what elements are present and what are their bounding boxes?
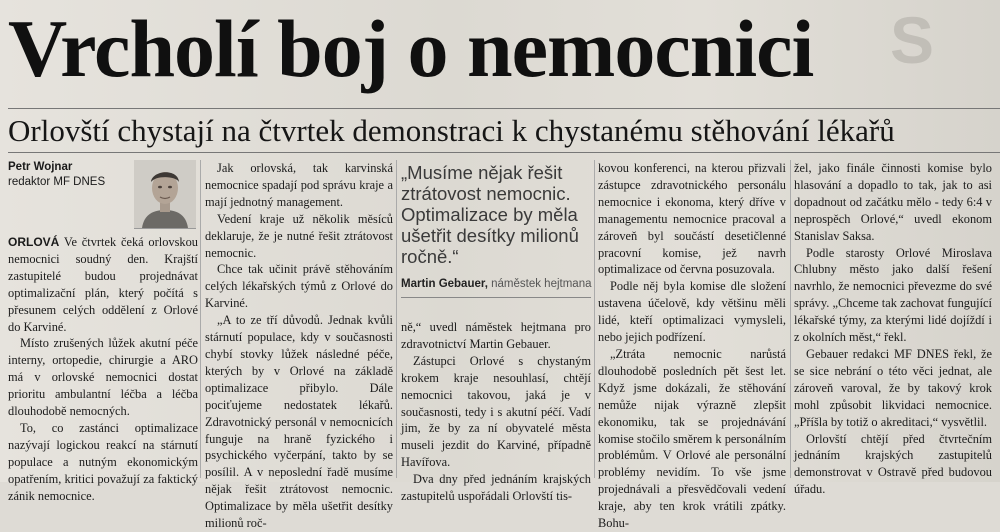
pull-quote: „Musíme nějak řešit ztrátovost nemocnic. Optimalizace by měla ušetřit desítky milionů ročně.“ [401,162,579,267]
article-paragraph: „Ztráta nemocnic narůstá dlouhodobě posledních pět šest let. Když jsme dokázali, že stěhování nemůže nijak výrazně zlepšit ekonomiku, tak se projednávání komise stočilo směrem k personálním problémům. V Orlové ale personální problémy nevidím. To vše jsme projednávali a přesvědčovali vedení kraje, aby ten krok vrátili zpátky. Bohu- [598,346,786,531]
subheadline-rule [8,152,1000,153]
article-column-5 [794,160,992,498]
article-column-1 [8,234,198,505]
article-paragraph: Gebauer redakci MF DNES řekl, že se sice nebrání o této věci jednat, ale zároveň varoval, že by takový krok mohl způsobit likvidaci nemocnice. „Příšla by totiž o akreditaci,“ vysvětlil. [794,346,992,429]
article-column-2 [205,160,393,532]
article-subheadline: Orlovští chystají na čtvrtek demonstraci k chystanému stěhování lékařů [8,113,895,148]
article-paragraph: Místo zrušených lůžek akutní péče interny, ortopedie, chirurgie a ARO má v orlovské nemocnici dostat prioritu ambulantní léčba a léčba dlouhodobě nemocných. [8,336,198,419]
article-paragraph: žel, jako finále činnosti komise bylo hlasování a dopadlo to tak, jak to asi dopadnout od začátku mělo - tedy 6:4 v neprospěch Orlové,“ uvedl ekonom Stanislav Saksa. [794,161,992,243]
author-portrait-icon [134,160,196,228]
column-divider [594,160,595,478]
headline-rule [8,108,1000,109]
author-byline [8,160,130,190]
author-role: redaktor MF DNES [8,176,106,188]
article-paragraph: Podle něj byla komise dle složení ustavena účelově, kdy většinu měli lidé, kteří optimalizaci vymysleli, nebo jejich podřízení. [598,279,786,345]
article-paragraph: ORLOVÁ Ve čtvrtek čeká orlovskou nemocnici soudný den. Krajští zastupitelé budou projednávat optimalizační plán, který počítá s přesunem celých oddělení z Orlové do Karviné. [8,235,198,334]
article-paragraph: Orlovští chtějí před čtvrtečním jednáním krajských zastupitelů demonstrovat v Ostravě před budovou úřadu. [794,431,992,497]
column-divider [396,160,397,478]
article-dateline: ORLOVÁ [8,235,60,249]
column-divider [200,160,201,478]
author-name: Petr Wojnar [8,161,73,173]
article-column-4 [598,160,786,532]
pull-quote-rule [401,297,591,298]
article-paragraph: Dva dny před jednáním krajských zastupitelů uspořádali Orlovští tis- [401,472,591,504]
pull-quote-attribution [401,278,593,290]
article-paragraph: kovou konferenci, na kterou přizvali zástupce zdravotnického personálu nemocnice i ekonoma, který dříve v managementu nemocnice pracoval a zároveň byl součástí desetičlenné pracovní komise, jež navrh optimalizace od června posuzovala. [598,161,786,277]
pull-quote-author-title: náměstek hejtmana [491,278,592,290]
article-headline: Vrcholí boj o nemocnici [8,3,814,94]
article-paragraph: „A to ze tří důvodů. Jednak kvůli stárnutí populace, kdy v současnosti chybí stovky lůžek následné péče, kterých by v Orlové na základě optimalizace přibylo. Dále pociťujeme nedostatek lékařů. Zdravotnický personál v nemocnicích funguje na hraně fyzického i psychického vyčerpání, takto by se posílil. A v neposlední řadě musíme nějak řešit ztrátovost nemocnic. Optimalizace by měla ušetřit desítky milionů roč- [205,313,393,531]
article-paragraph: Jak orlovská, tak karvinská nemocnice spadají pod správu kraje a mají jednotný management. [205,161,393,209]
article-paragraph: Zástupci Orlové s chystaným krokem kraje nesouhlasí, chtějí nemocnici takovou, jaká je v současnosti, tedy i s akutní péčí. Vadí jim, že by za ní obyvatelé města museli jezdit do Karviné, případně Havířova. [401,353,591,470]
article-paragraph: To, co zastánci optimalizace nazývají logickou reakcí na stárnutí populace a nutným ekonomickým opatřením, kritici považují za faktický zánik nemocnice. [8,420,198,503]
article-paragraph: Chce tak učinit právě stěhováním celých lékařských týmů z Orlové do Karviné. [205,262,393,311]
column-divider [790,160,791,478]
adjacent-page-bleed: S [890,3,933,77]
article-paragraph: Podle starosty Orlové Miroslava Chlubny město jako další řešení navrhlo, že nemocnici převezme do své správy. „Chceme tak zachovat fungující lékařské týmy, za kterými lidé dojíždí i z okolních měst,“ řekl. [794,245,992,345]
article-column-3 [401,319,591,505]
author-photo [134,160,196,229]
article-paragraph: ně,“ uvedl náměstek hejtmana pro zdravotnictví Martin Gebauer. [401,320,591,351]
pull-quote-author: Martin Gebauer, [401,278,488,290]
article-paragraph: Vedení kraje už několik měsíců deklaruje, že je nutné řešit ztrátovost nemocnic. [205,211,393,260]
